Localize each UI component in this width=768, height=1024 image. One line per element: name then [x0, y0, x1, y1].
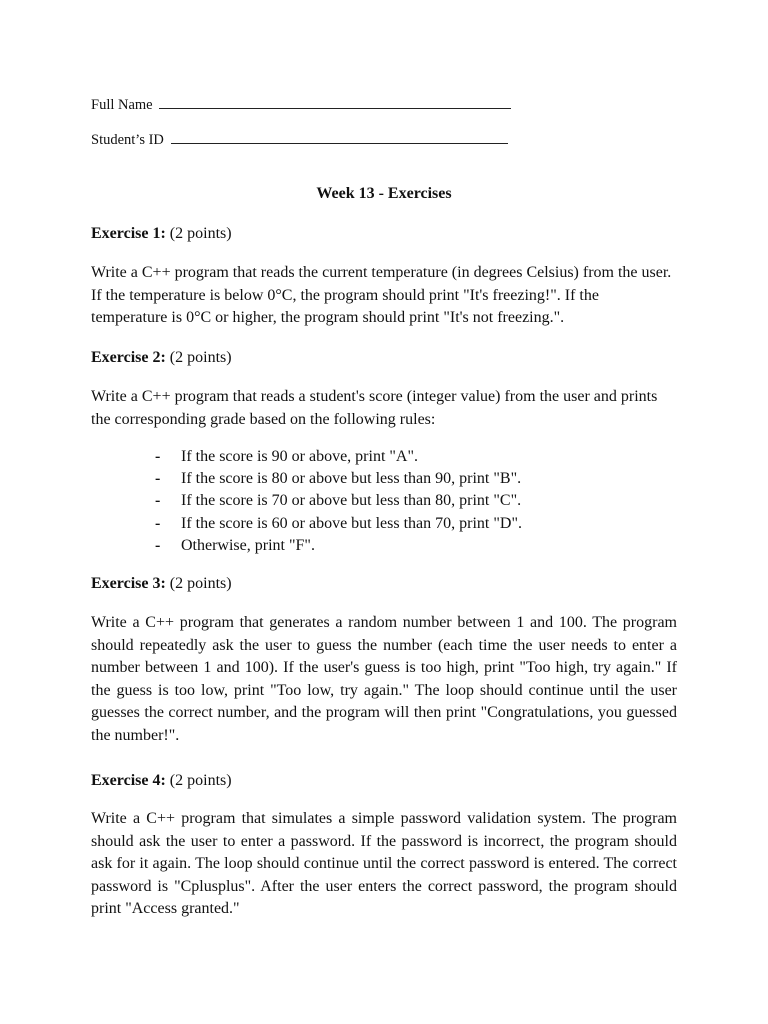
full-name-label: Full Name — [91, 97, 153, 113]
full-name-field — [91, 94, 511, 114]
exercise-1-text: Write a C++ program that reads the current temperature (in degrees Celsius) from the user. If the temperature is below 0°C, the program should print "It's freezing!". If the temperature is 0°C or higher, the program should print "It's not freezing.". — [91, 264, 672, 327]
exercise-4-label: Exercise 4: — [91, 772, 166, 789]
grade-rules-list — [155, 446, 522, 557]
exercise-3-label: Exercise 3: — [91, 575, 166, 592]
student-id-field — [91, 129, 508, 149]
exercise-4-text: Write a C++ program that simulates a simple password validation system. The program should ask the user to enter a password. If the password is incorrect, the program should ask for it again. The loop should continue until the correct password is entered. The correct password is "Cplusplus". After the user enters the correct password, the program should print "Access granted." — [91, 810, 677, 918]
exercise-3-text: Write a C++ program that generates a random number between 1 and 100. The program should repeatedly ask the user to guess the number (each time the user needs to enter a number between 1 and 100). If the user's guess is too high, print "Too high, try again." If the guess is too low, print "Too low, try again." The loop should continue until the user guesses the correct number, and the program will then print "Congratulations, you guessed the number!". — [91, 614, 677, 744]
rule-text: If the score is 80 or above but less than 90, print "B". — [181, 470, 522, 488]
rule-text: If the score is 70 or above but less than 80, print "C". — [181, 492, 522, 510]
exercise-2-label: Exercise 2: — [91, 349, 166, 366]
list-item — [155, 513, 522, 535]
bullet-dash-icon: - — [155, 536, 161, 554]
bullet-dash-icon: - — [155, 514, 161, 532]
exercise-3-points: (2 points) — [169, 575, 232, 592]
bullet-dash-icon: - — [155, 492, 161, 510]
list-item — [155, 468, 522, 490]
exercise-3-heading — [91, 574, 232, 594]
exercise-2-text: Write a C++ program that reads a student's score (integer value) from the user and prints the corresponding grade based on the following rules: — [91, 388, 658, 428]
exercise-4-points: (2 points) — [169, 772, 232, 789]
rule-text: If the score is 90 or above, print "A". — [181, 448, 418, 465]
rule-text: Otherwise, print "F". — [181, 536, 315, 554]
list-item — [155, 446, 522, 468]
list-item — [155, 535, 522, 557]
exercise-2-heading — [91, 348, 232, 368]
student-id-label: Student’s ID — [91, 132, 164, 148]
page-title: Week 13 - Exercises — [316, 185, 452, 202]
exercise-1-label: Exercise 1: — [91, 225, 166, 242]
exercise-1-points: (2 points) — [169, 225, 232, 242]
full-name-blank-line[interactable] — [159, 94, 511, 109]
rule-text: If the score is 60 or above but less than 70, print "D". — [181, 514, 522, 532]
list-item — [155, 490, 522, 512]
bullet-dash-icon: - — [155, 448, 161, 465]
student-id-blank-line[interactable] — [171, 129, 508, 144]
exercise-2-points: (2 points) — [169, 349, 232, 366]
exercise-1-heading — [91, 224, 232, 244]
exercise-4-heading — [91, 771, 232, 791]
bullet-dash-icon: - — [155, 470, 161, 488]
